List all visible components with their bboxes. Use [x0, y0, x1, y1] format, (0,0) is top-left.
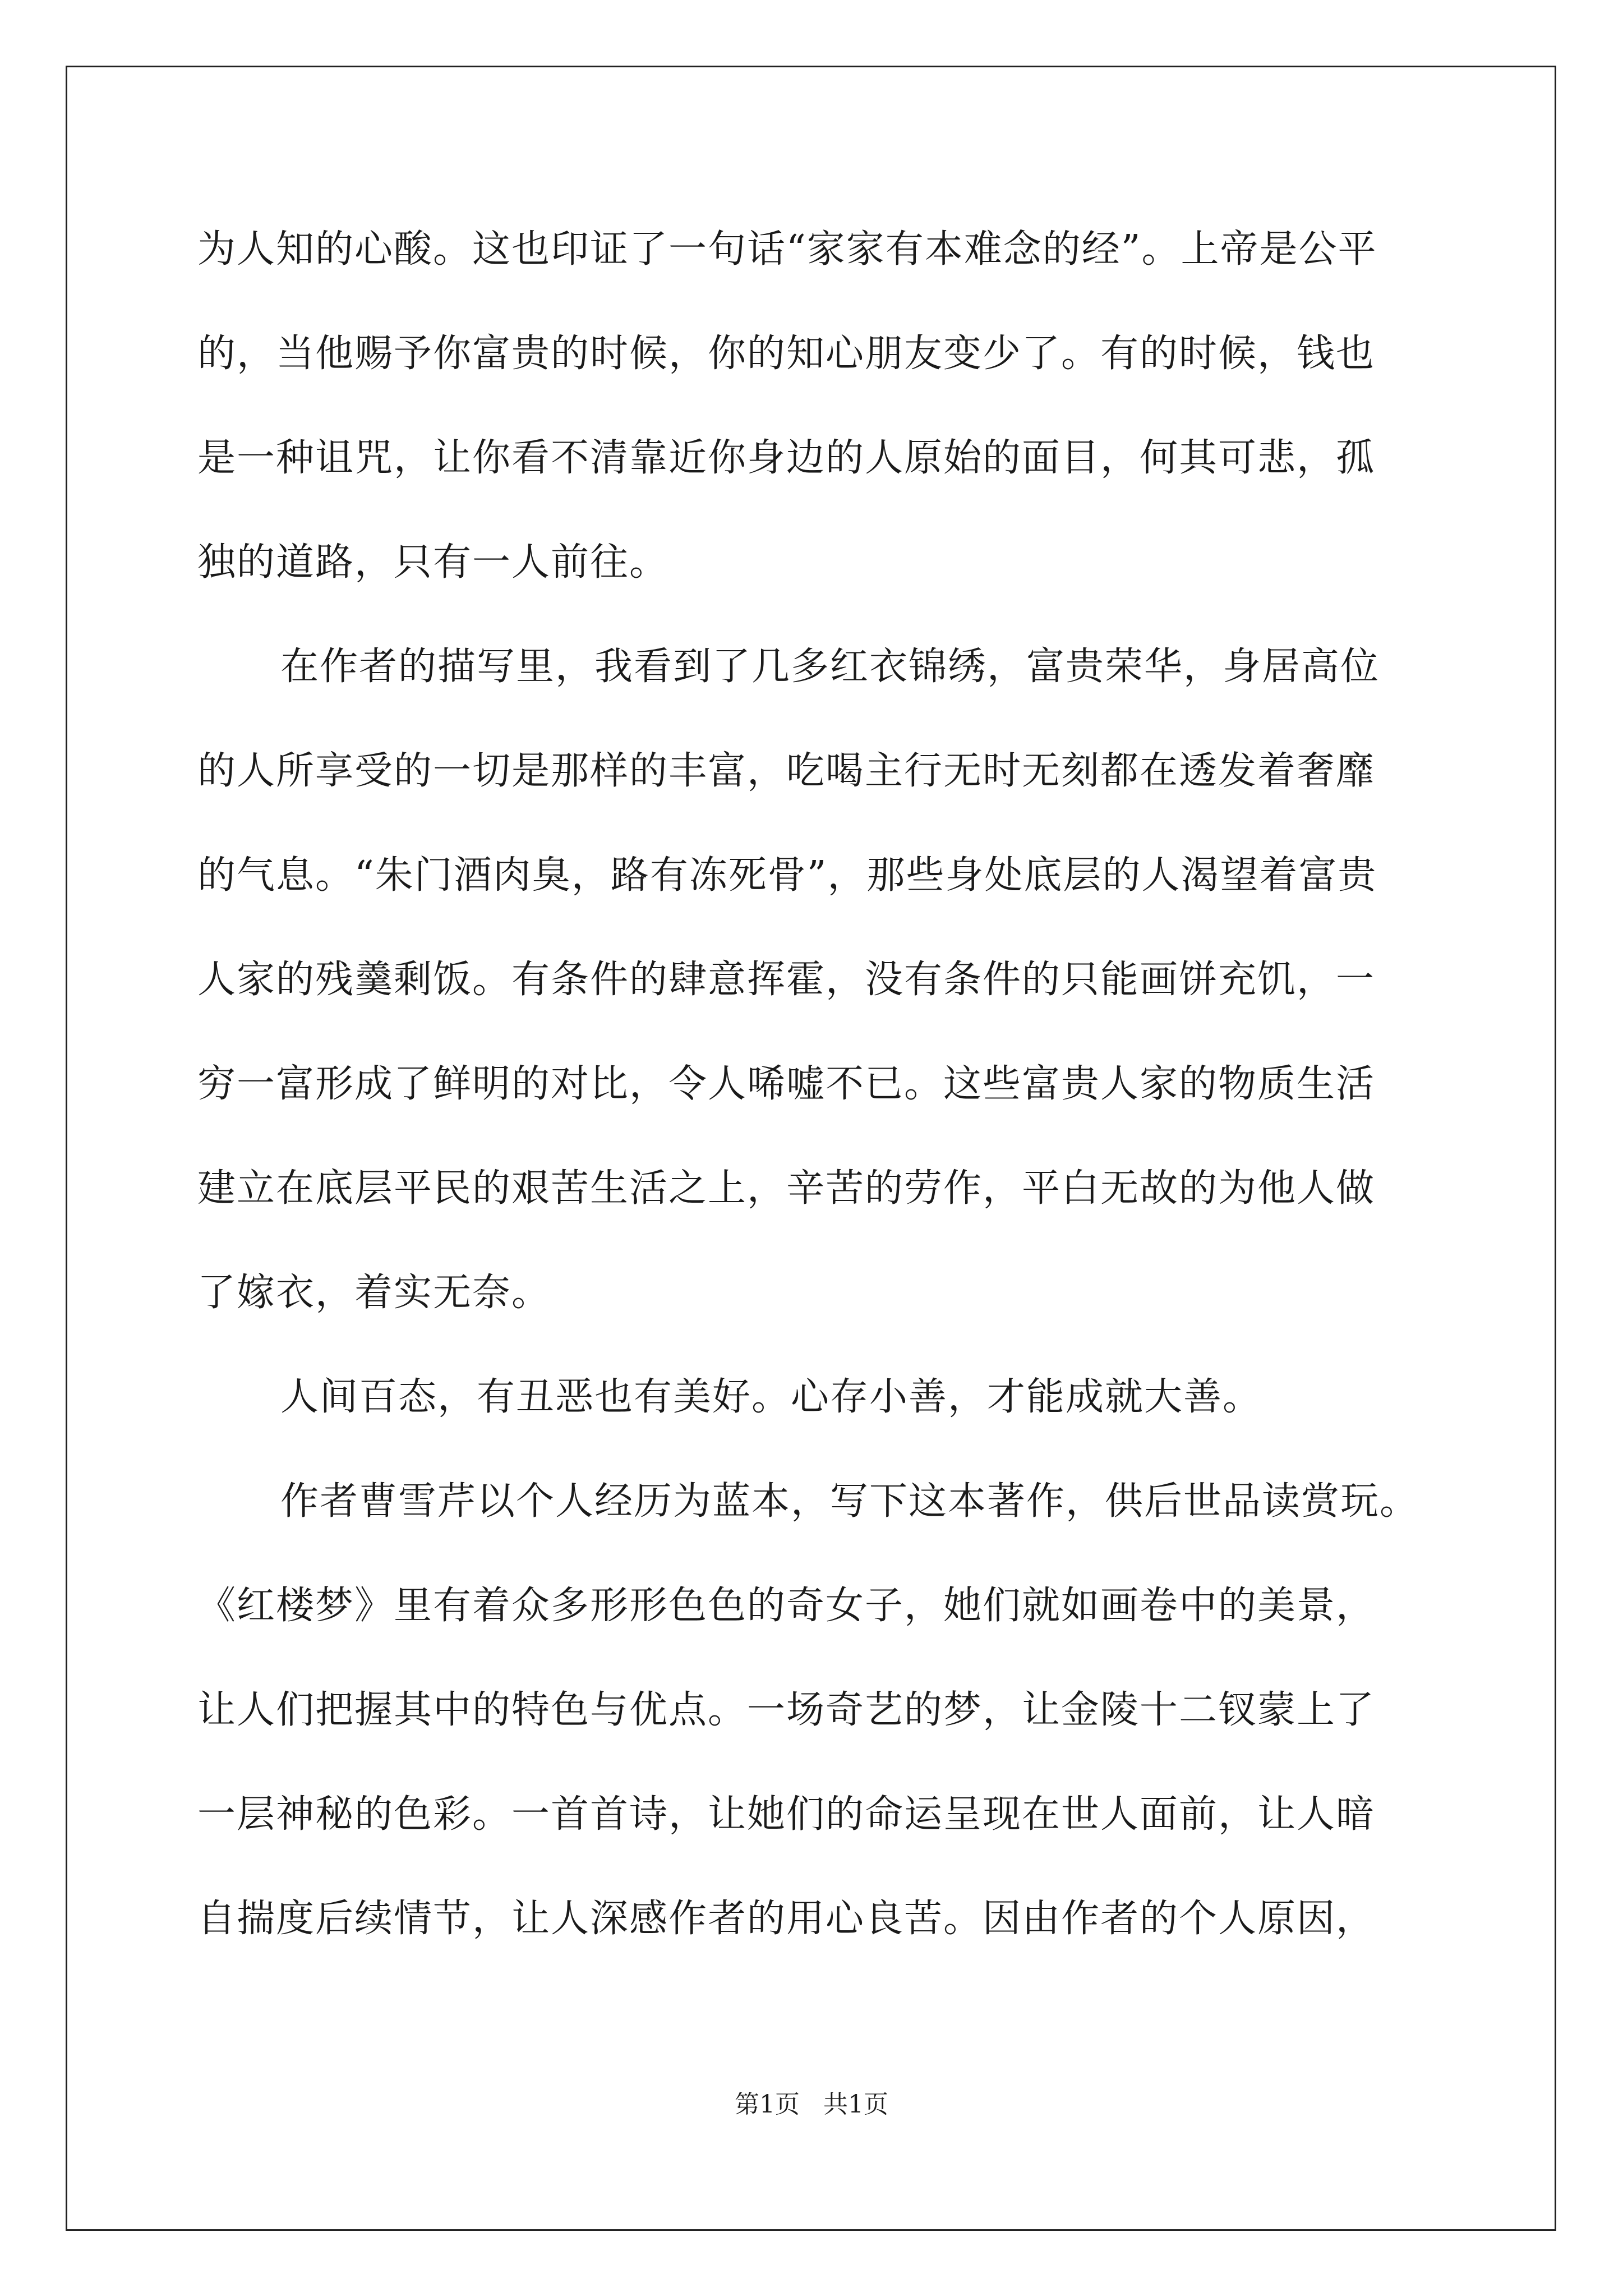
paragraph-start-line: 作者曹雪芹以个人经历为蓝本，写下这本著作，供后世品读赏玩。 — [280, 1479, 1419, 1524]
text-line: 的气息。“朱门酒肉臭，路有冻死骨”，那些身处底层的人渴望着富贵 — [197, 853, 1377, 898]
text-line: 自揣度后续情节，让人深感作者的用心良苦。因由作者的个人原因， — [197, 1897, 1376, 1941]
text-line: 是一种诅咒，让你看不清靠近你身边的人原始的面目，何其可悲，孤 — [197, 436, 1376, 480]
text-line: 的，当他赐予你富贵的时候，你的知心朋友变少了。有的时候，钱也 — [197, 332, 1376, 376]
text-line: 为人知的心酸。这也印证了一句话“家家有本难念的经”。上帝是公平 — [197, 227, 1377, 272]
text-line: 穷一富形成了鲜明的对比，令人唏嘘不已。这些富贵人家的物质生活 — [197, 1062, 1376, 1106]
text-line: 了嫁衣，着实无奈。 — [197, 1271, 551, 1315]
text-line: 《红楼梦》里有着众多形形色色的奇女子，她们就如画卷中的美景， — [197, 1584, 1376, 1628]
text-line: 人家的残羹剩饭。有条件的肆意挥霍，没有条件的只能画饼充饥，一 — [197, 958, 1376, 1002]
paragraph-start-line: 在作者的描写里，我看到了几多红衣锦绣，富贵荣华，身居高位 — [280, 645, 1380, 689]
paragraph-start-line: 人间百态，有丑恶也有美好。心存小善，才能成就大善。 — [280, 1375, 1262, 1419]
text-line: 让人们把握其中的特色与优点。一场奇艺的梦，让金陵十二钗蒙上了 — [197, 1688, 1376, 1732]
page-footer: 第1页 共1页 — [735, 2090, 888, 2119]
text-line: 独的道路，只有一人前往。 — [197, 540, 669, 585]
text-line: 建立在底层平民的艰苦生活之上，辛苦的劳作，平白无故的为他人做 — [197, 1166, 1376, 1211]
document-body — [197, 222, 1426, 1995]
text-line: 一层神秘的色彩。一首首诗，让她们的命运呈现在世人面前，让人暗 — [197, 1792, 1376, 1837]
text-line: 的人所享受的一切是那样的丰富，吃喝主行无时无刻都在透发着奢靡 — [197, 749, 1376, 793]
